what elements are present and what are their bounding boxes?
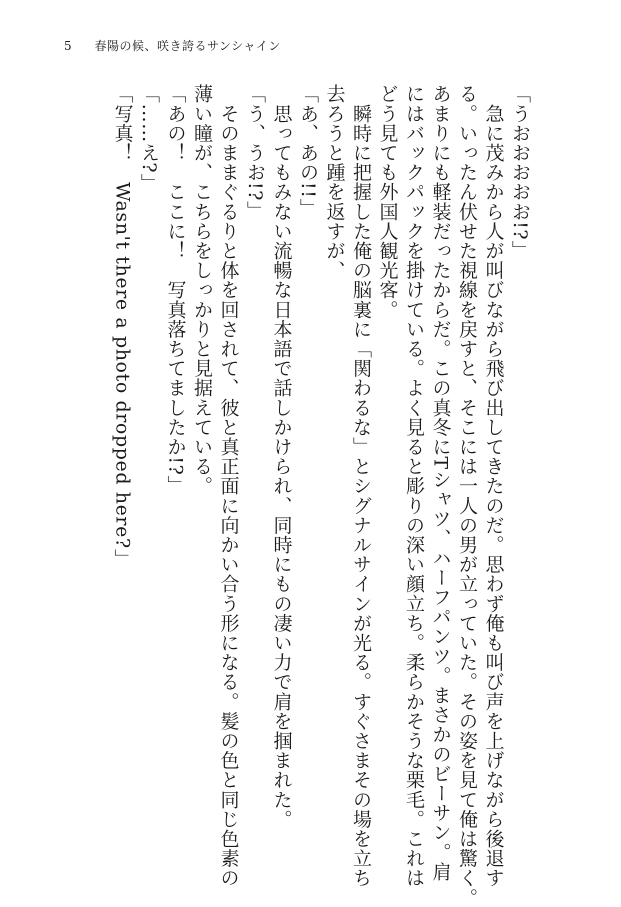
text-line: にはバックパックを掛けている。よく見ると彫りの深い顔立ち。柔らかそうな栗毛。これは — [403, 84, 425, 888]
text-line: 思ってもみない流暢な日本語で話しかけられ、同時にもの凄い力で肩を掴まれた。 — [270, 84, 293, 829]
text-line: る。いったん伏せた視線を戻すと、そこには一人の男が立っていた。その姿を見て俺は驚く。 — [456, 84, 478, 907]
text-line: 薄い瞳が、こちらをしっかりと見据えている。 — [191, 84, 213, 496]
text-line: 「う、うお!?」 — [244, 84, 266, 221]
text-line: そのままぐるりと体を回されて、彼と真正面に向かい合う形になる。髪の色と同じ色素の — [217, 84, 240, 888]
text-line: 瞬時に把握した俺の脳裏に「関わるな」とシグナルサインが光る。すぐさまその場を立ち — [350, 84, 372, 888]
text-line: 「うおおおおお!?」 — [509, 84, 531, 260]
text-line: あまりにも軽装だったからだ。この真冬にTシャツ、ハーフパンツ。まさかのビーサン。肩 — [429, 84, 452, 882]
page-number: 5 — [64, 39, 73, 53]
text-line: 去ろうと踵を返すが、 — [323, 84, 346, 280]
text-line: 「あの！ ここに！ 写真落ちてましたか!?」 — [164, 84, 187, 496]
running-title: 春陽の候、咲き誇るサンシャイン — [94, 39, 281, 53]
text-line: どう見ても外国人観光客。 — [376, 84, 399, 320]
text-line: 「あ、あの!!」 — [297, 84, 319, 219]
running-header — [64, 37, 281, 54]
text-line: 「写真！ Wasn't there a photo dropped here?」 — [111, 84, 134, 569]
vertical-body-text — [109, 84, 533, 907]
text-line: 「……え?」 — [138, 84, 160, 193]
text-line: 急に茂みから人が叫びながら飛び出してきたのだ。思わず俺も叫び声を上げながら後退す — [482, 84, 505, 888]
